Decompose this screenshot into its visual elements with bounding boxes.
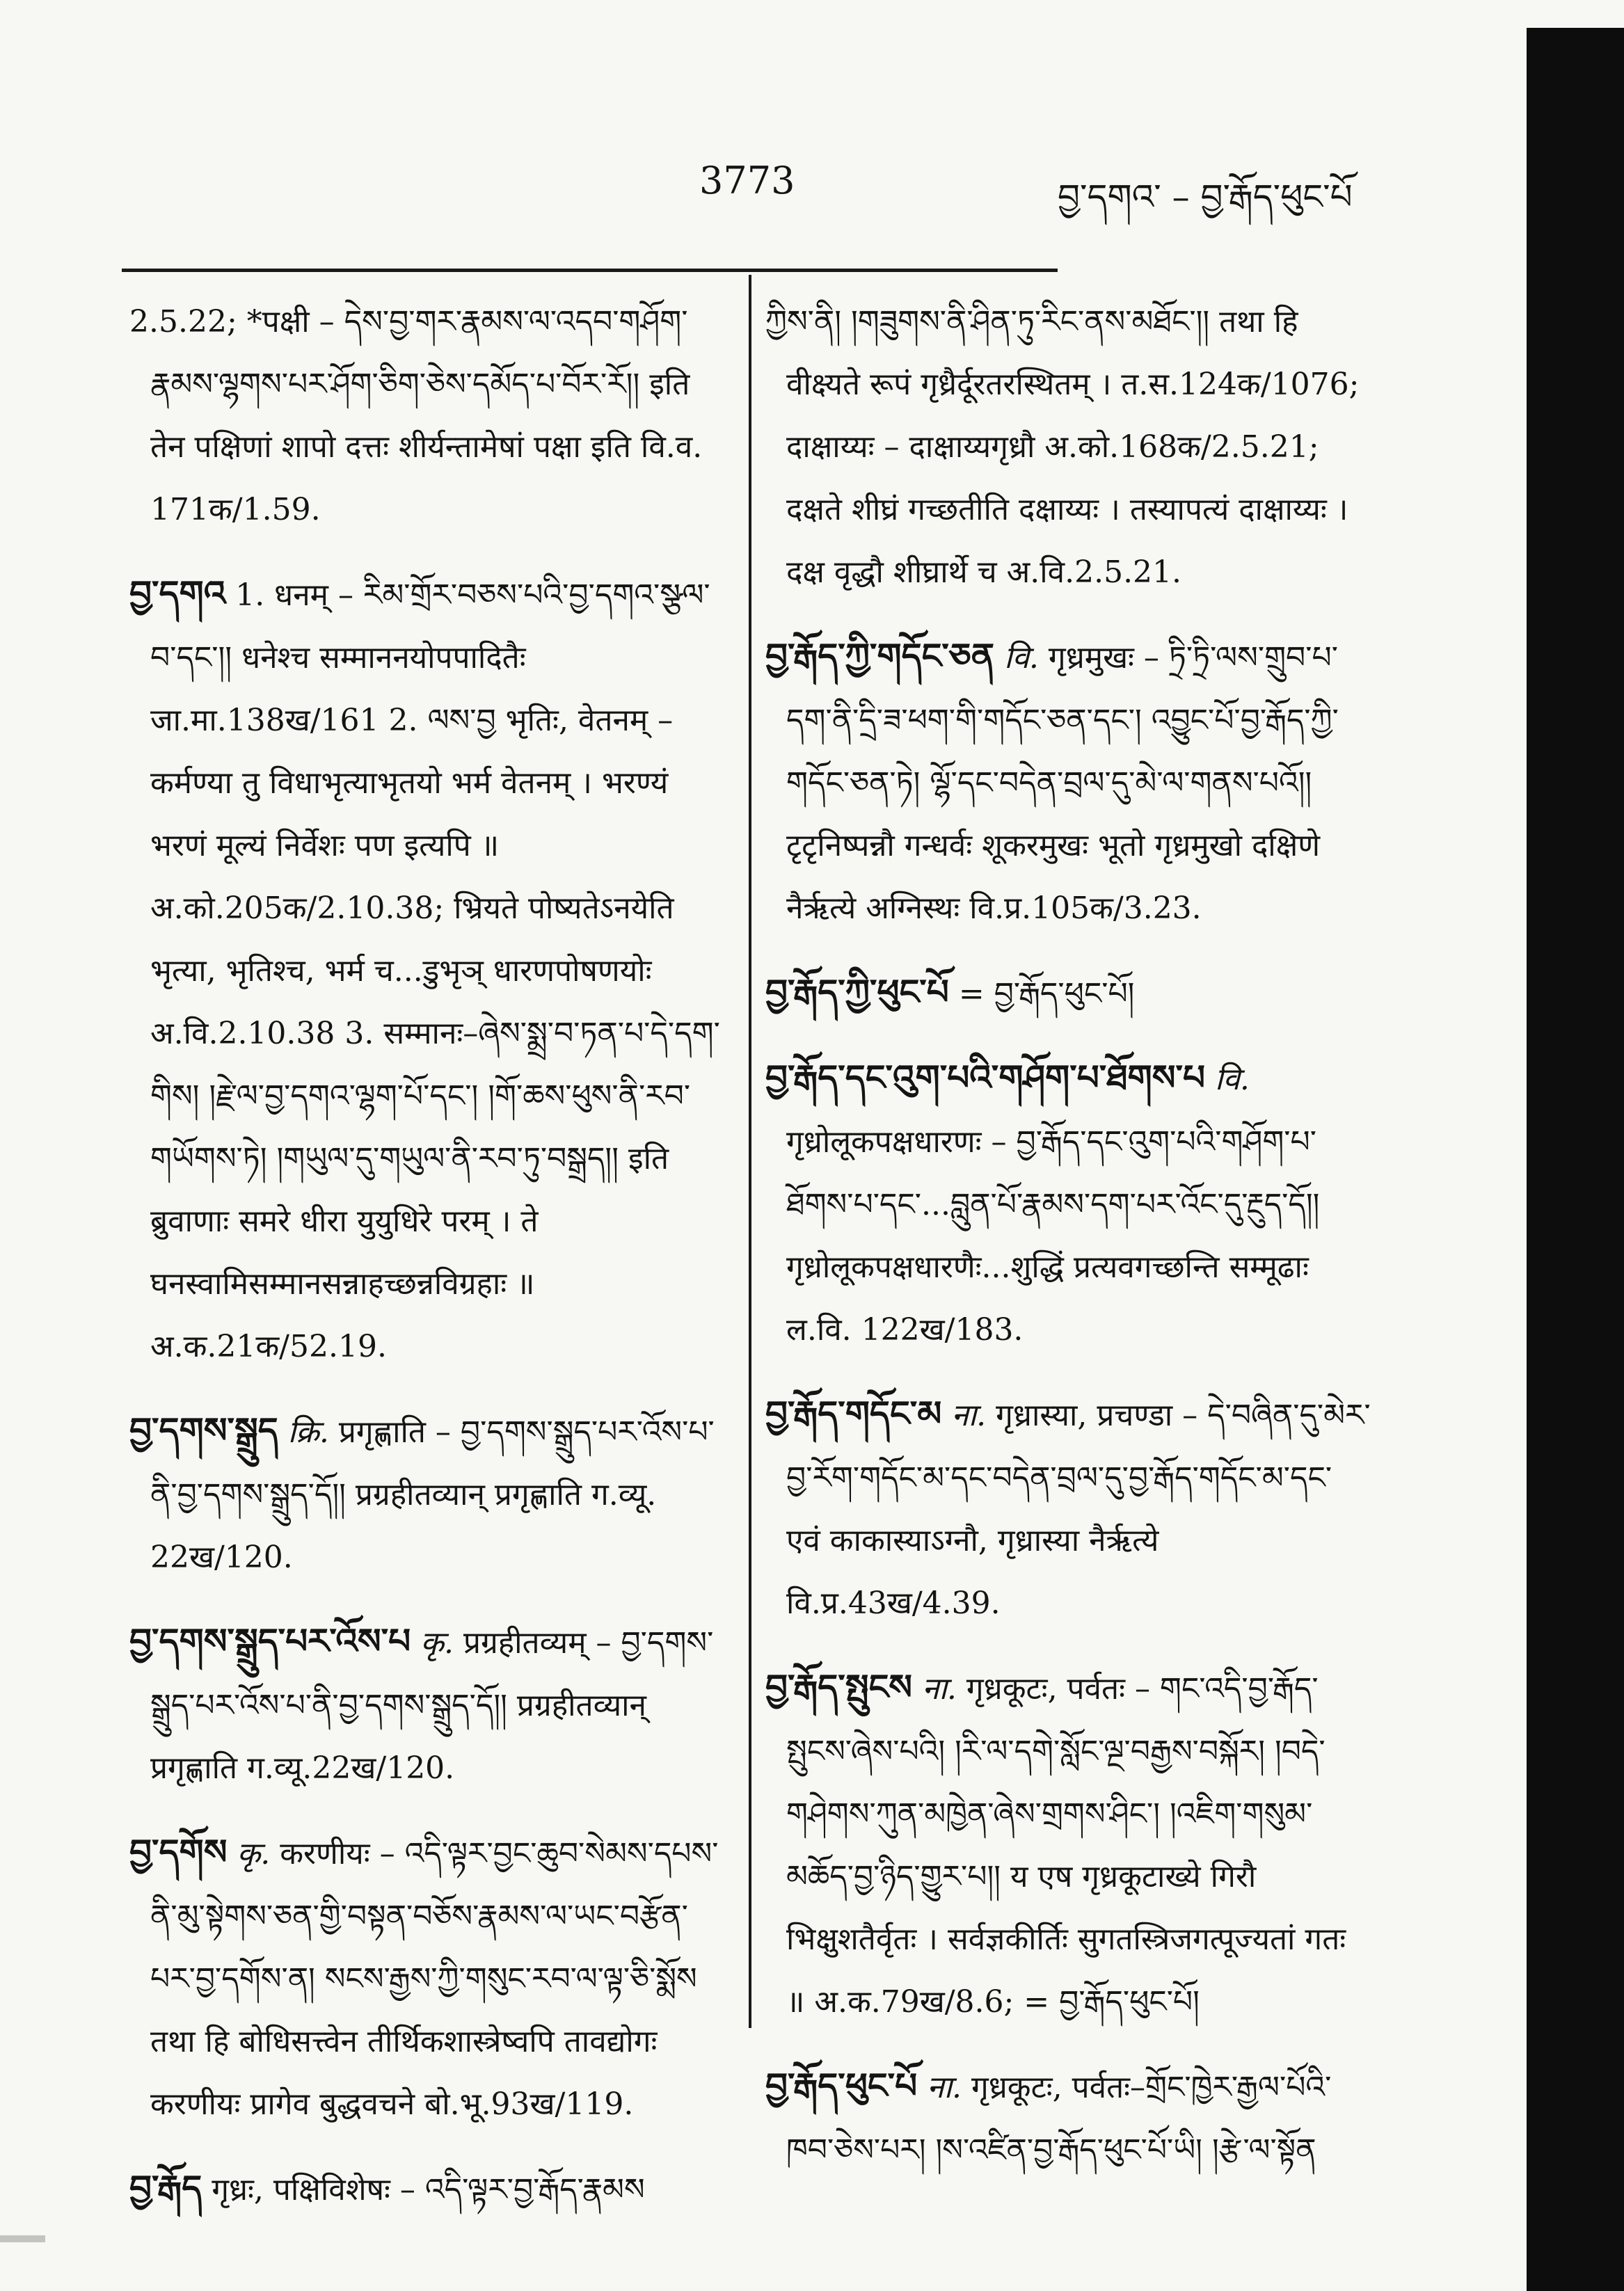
entry-text: गृध्रोलूकपक्षधारणः – བྱ་རྒོད་དང་འུག་པའི་གཤོག་པ་ཐོགས་པ་དང་...བླུན་པོ་རྣམས་དག་པར་འོང་དུ་རྔུད་དོ།། गृध्रोलूकपक्षधारणैः...शुद्धिं प्रत्यवगच्छन्ति सम्मूढाः ल.वि. 122ख/183. — [786, 1124, 1320, 1348]
right-column — [765, 289, 1371, 2203]
entry-headword: བྱ་རྒོད་ཀྱི་གདོང་ཅན — [765, 635, 995, 676]
dictionary-entry — [765, 961, 1371, 1025]
entry-grammar: ना. — [951, 1398, 987, 1433]
dictionary-entry — [129, 1821, 728, 2136]
dictionary-entry — [129, 562, 728, 1378]
entry-text: प्रगृह्णाति – བྱ་དགས་སྒྲུད་པར་འོས་པ་ནི་བྱ་དགས་སྒྲུད་དོ།། प्रग्रहीतव्यान् प्रगृह्णाति ग.व्यू. 22ख/120. — [150, 1414, 715, 1575]
dictionary-entry — [765, 1046, 1371, 1362]
entry-text: गृध्रास्या, प्रचण्डा – དེ་བཞིན་དུ་མེར་བྱ་རོག་གདོང་མ་དང་བདེན་བྲལ་དུ་བྱ་རྒོད་གདོང་མ་དང་ एवं काकास्याऽग्नौ, गृध्रास्या नैर्ऋत्ये वि.प्र.43ख/4.39. — [786, 1398, 1371, 1621]
entry-text: ཀྱིས་ནི། །གཟུགས་ནི་ཤིན་ཏུ་རིང་ནས་མཐོང་།། तथा हि वीक्ष्यते रूपं गृध्रैर्दूरतरस्थितम् । त.स.124क/1076; दाक्षाय्यः – दाक्षाय्यगृध्रौ अ.को.168क/2.5.21; दक्षते शीघ्रं गच्छतीति दक्षाय्यः । तस्यापत्यं दाक्षाय्यः । दक्ष वृद्धौ शीघ्रार्थे च अ.वि.2.5.21. — [765, 304, 1360, 590]
scan-edge-shadow — [1527, 28, 1624, 2291]
entry-headword: བྱ་དགས་སྒྲུད — [129, 1410, 278, 1451]
header-rule — [122, 269, 1058, 272]
dictionary-entry — [765, 2054, 1371, 2182]
dictionary-entry — [765, 1382, 1371, 1635]
dictionary-entry — [765, 625, 1371, 940]
entry-text: = བྱ་རྒོད་ཕུང་པོ། — [958, 976, 1135, 1012]
entry-headword: བྱ་རྒོད་དང་འུག་པའི་གཤོག་པ་ཐོགས་པ — [765, 1057, 1205, 1098]
entry-grammar: ना. — [922, 1671, 957, 1707]
entry-headword: བྱ་རྒོད — [129, 2167, 202, 2208]
page-number: 3773 — [699, 159, 795, 202]
entry-grammar: क्रि. — [287, 1414, 329, 1450]
entry-text: गृध्रकूटः, पर्वतः–གྲོང་ཁྱེར་རྒྱལ་པོའི་ཁབ་ཅེས་པར། །ས་འཛིན་བྱ་རྒོད་ཕུང་པོ་ཡི། །རྩེ་ལ་སྟོན — [786, 2070, 1332, 2168]
entry-headword: བྱ་དགའ — [129, 573, 226, 614]
entry-text: 1. धनम् – རིམ་གྲོར་བཅས་པའི་བྱ་དགའ་སྩལ་བ་དང་།། धनेश्च सम्माननयोपपादितैः जा.मा.138ख/161 2. ལས་བྱ भृतिः, वेतनम् – कर्मण्या तु विधाभृत्याभृतयो भर्म वेतनम् । भरण्यं भरणं मूल्यं निर्वेशः पण इत्यपि ॥ अ.को.205क/2.10.38; भ्रियते पोष्यतेऽनयेति भृत्या, भृतिश्च, भर्म च...डुभृञ् धारणपोषणयोः अ.वि.2.10.38 3. सम्मानः–ཞེས་སྨྲ་བ་ཏན་པ་དེ་དག་གིས། །རྗེ་ལ་བྱ་དགའ་ལྷག་པོ་དང་། །གོ་ཆས་ཕུས་ནི་རབ་གཡོགས་ཏེ། །གཡུལ་དུ་གཡུལ་ནི་རབ་ཏུ་བསྒྲད།། इति ब्रुवाणाः समरे धीरा युयुधिरे परम् । ते घनस्वामिसम्मानसन्नाहच्छन्नविग्रहाः ॥ अ.क.21क/52.19. — [150, 577, 720, 1364]
entry-text: 2.5.22; *पक्षी – དེས་བྱ་གར་རྣམས་ལ་འདབ་གཤོག་རྣམས་ལྷགས་པར་ཤོག་ཅིག་ཅེས་དམོད་པ་བོར་རོ།། इति तेन पक्षिणां शापो दत्तः शीर्यन्तामेषां पक्षा इति वि.व. 171क/1.59. — [129, 304, 703, 527]
entry-text: करणीयः – འདི་ལྟར་བྱང་ཆུབ་སེམས་དཔས་ནི་མུ་སྟེགས་ཅན་གྱི་བསྟན་བཅོས་རྣམས་ལ་ཡང་བརྩོན་པར་བྱ་དགོས་ན། སངས་རྒྱས་ཀྱི་གསུང་རབ་ལ་ལྟ་ཅི་སྨོས तथा हि बोधिसत्त्वेन तीर्थिकशास्त्रेष्वपि तावद्योगः करणीयः प्रागेव बुद्धवचने बो.भू.93ख/119. — [150, 1836, 719, 2122]
entry-headword: བྱ་རྒོད་གདོང་མ — [765, 1393, 942, 1434]
dictionary-entry — [129, 289, 728, 541]
column-divider — [749, 275, 751, 2028]
entry-headword: བྱ་རྒོད་སྤུངས — [765, 1666, 913, 1707]
dictionary-entry — [765, 289, 1371, 604]
entry-grammar: वि. — [1004, 640, 1039, 676]
dictionary-entry — [129, 1610, 728, 1800]
entry-grammar: कृ. — [237, 1836, 271, 1871]
entry-text: गृध्रमुखः – ཏྲི་ཏྲི་ལས་གྲུབ་པ་དག་ནི་དྲི་ཟ་ཕག་གི་གདོང་ཅན་དང་། འབྱུང་པོ་བྱ་རྒོད་ཀྱི་གདོང་ཅན་ཏེ། ལྷོ་དང་བདེན་བྲལ་དུ་མེ་ལ་གནས་པའོ།། टृटृनिष्पन्नौ गन्धर्वः शूकरमुखः भूतो गृध्रमुखो दक्षिणे नैर्ऋत्ये अग्निस्थः वि.प्र.105क/3.23. — [786, 640, 1339, 926]
entry-headword: བྱ་རྒོད་ཕུང་པོ — [765, 2065, 918, 2106]
dictionary-entry — [765, 1656, 1371, 2034]
entry-text: प्रग्रहीतव्यम् – བྱ་དགས་སྒྲུད་པར་འོས་པ་ནི་བྱ་དགས་སྒྲུད་དོ།། प्रग्रहीतव्यान् प्रगृह्णाति ग.व्यू.22ख/120. — [150, 1625, 714, 1786]
left-column — [129, 289, 728, 2242]
entry-grammar: ना. — [927, 2070, 962, 2105]
running-head: བྱ་དགའ་ – བྱ་རྒོད་ཕུང་པོ — [1058, 177, 1353, 217]
entry-headword: བྱ་རྒོད་ཀྱི་ཕུང་པོ — [765, 971, 949, 1012]
entry-text: गृध्रः, पक्षिविशेषः – འདི་ལྟར་བྱ་རྒོད་རྣམས — [212, 2172, 645, 2208]
entry-headword: བྱ་དགས་སྒྲུད་པར་འོས་པ — [129, 1620, 411, 1661]
entry-text: गृध्रकूटः, पर्वतः – གང་འདི་བྱ་རྒོད་སྤུངས་ཞེས་པའི། །རི་ལ་དགེ་སློང་ལྔ་བརྒྱས་བསྐོར། །བདེ་གཤེགས་ཀུན་མཁྱེན་ཞེས་གྲགས་ཤིང་། །འཇིག་གསུམ་མཆོད་བྱ་ཉིད་གྱུར་པ།། य एष गृध्रकूटाख्ये गिरौ भिक्षुशतैर्वृतः । सर्वज्ञकीर्तिः सुगतस्त्रिजगत्पूज्यतां गतः ॥ अ.क.79ख/8.6; = བྱ་རྒོད་ཕུང་པོ། — [786, 1671, 1346, 2020]
entry-headword: བྱ་དགོས — [129, 1831, 228, 1872]
entry-grammar: कृ. — [420, 1625, 454, 1661]
scan-smudge — [0, 2235, 45, 2242]
dictionary-entry — [129, 1399, 728, 1589]
entry-grammar: वि. — [1215, 1062, 1250, 1097]
dictionary-entry — [129, 2157, 728, 2221]
